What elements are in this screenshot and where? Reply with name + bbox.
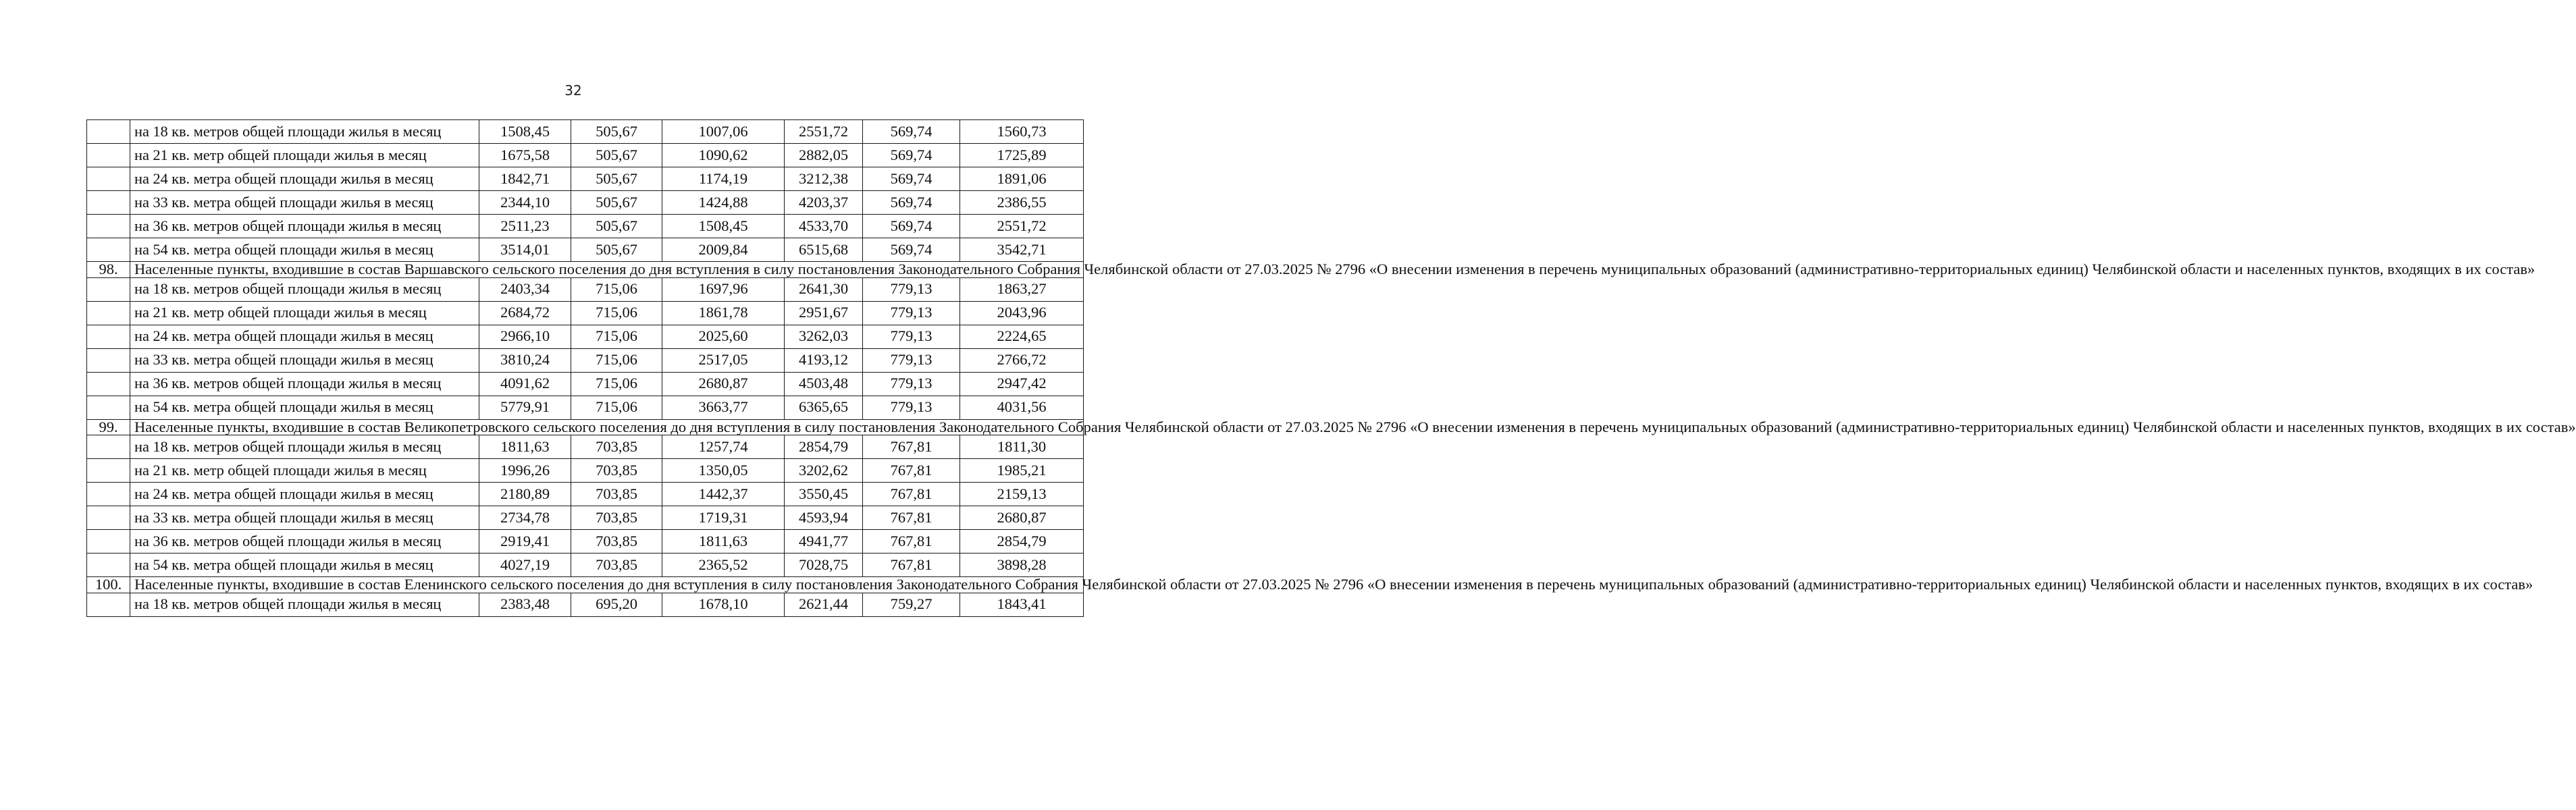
area-norm-label: на 33 кв. метра общей площади жилья в месяц (130, 191, 479, 215)
value-cell-2: 703,85 (571, 530, 662, 554)
value-cell-4: 2641,30 (785, 277, 863, 301)
row-number-cell (87, 506, 130, 530)
value-cell-6: 2680,87 (960, 506, 1084, 530)
value-cell-6: 2043,96 (960, 301, 1084, 325)
value-cell-6: 2159,13 (960, 483, 1084, 506)
value-cell-5: 759,27 (863, 593, 960, 616)
value-cell-6: 2386,55 (960, 191, 1084, 215)
value-cell-1: 2511,23 (479, 215, 571, 238)
value-cell-4: 2854,79 (785, 435, 863, 459)
value-cell-3: 1442,37 (662, 483, 785, 506)
table-row (87, 506, 1084, 530)
table-row (87, 593, 1084, 616)
value-cell-2: 703,85 (571, 435, 662, 459)
page-number: 32 (564, 82, 582, 99)
value-cell-3: 2009,84 (662, 238, 785, 262)
value-cell-3: 1257,74 (662, 435, 785, 459)
value-cell-1: 2919,41 (479, 530, 571, 554)
table-row (87, 301, 1084, 325)
value-cell-4: 4593,94 (785, 506, 863, 530)
value-cell-2: 703,85 (571, 483, 662, 506)
table-row (87, 277, 1084, 301)
value-cell-5: 779,13 (863, 277, 960, 301)
row-number-cell (87, 530, 130, 554)
area-norm-label: на 21 кв. метр общей площади жилья в месяц (130, 459, 479, 483)
section-title: Населенные пункты, входившие в состав Варшавского сельского поселения до дня вступления в силу постановления Законодательного Собрания Челябинской области от 27.03.2025 № 2796 «О внесении изменения в перечень муниципальных образований (административно-территориальных единиц) Челябинской области и населенных пунктов, входящих в их состав» (130, 262, 1084, 278)
value-cell-4: 2551,72 (785, 120, 863, 144)
value-cell-6: 1863,27 (960, 277, 1084, 301)
value-cell-5: 569,74 (863, 144, 960, 167)
value-cell-3: 2517,05 (662, 348, 785, 372)
value-cell-1: 4027,19 (479, 554, 571, 577)
value-cell-1: 1675,58 (479, 144, 571, 167)
value-cell-5: 767,81 (863, 435, 960, 459)
area-norm-label: на 21 кв. метр общей площади жилья в месяц (130, 144, 479, 167)
area-norm-label: на 36 кв. метров общей площади жилья в месяц (130, 530, 479, 554)
table-row (87, 120, 1084, 144)
area-norm-label: на 24 кв. метра общей площади жилья в месяц (130, 483, 479, 506)
tariff-table (86, 119, 2576, 617)
row-number-cell (87, 325, 130, 348)
table-row (87, 238, 1084, 262)
table-row (87, 191, 1084, 215)
value-cell-1: 1811,63 (479, 435, 571, 459)
section-header-row (87, 419, 1084, 435)
table-row (87, 483, 1084, 506)
value-cell-1: 2180,89 (479, 483, 571, 506)
section-number: 100. (87, 577, 130, 593)
value-cell-2: 715,06 (571, 301, 662, 325)
value-cell-6: 1985,21 (960, 459, 1084, 483)
value-cell-1: 3810,24 (479, 348, 571, 372)
value-cell-2: 715,06 (571, 325, 662, 348)
value-cell-6: 3898,28 (960, 554, 1084, 577)
table-row (87, 144, 1084, 167)
table-row (87, 372, 1084, 396)
section-number: 98. (87, 262, 130, 278)
value-cell-6: 1811,30 (960, 435, 1084, 459)
value-cell-3: 1811,63 (662, 530, 785, 554)
value-cell-2: 695,20 (571, 593, 662, 616)
section-number: 99. (87, 419, 130, 435)
value-cell-2: 715,06 (571, 348, 662, 372)
value-cell-4: 2882,05 (785, 144, 863, 167)
value-cell-5: 569,74 (863, 238, 960, 262)
value-cell-3: 1719,31 (662, 506, 785, 530)
value-cell-5: 569,74 (863, 191, 960, 215)
area-norm-label: на 18 кв. метров общей площади жилья в месяц (130, 277, 479, 301)
table-row (87, 167, 1084, 191)
value-cell-4: 3262,03 (785, 325, 863, 348)
value-cell-6: 4031,56 (960, 396, 1084, 419)
row-number-cell (87, 301, 130, 325)
value-cell-3: 1174,19 (662, 167, 785, 191)
value-cell-1: 2966,10 (479, 325, 571, 348)
row-number-cell (87, 348, 130, 372)
value-cell-4: 6365,65 (785, 396, 863, 419)
value-cell-6: 2947,42 (960, 372, 1084, 396)
value-cell-4: 2621,44 (785, 593, 863, 616)
value-cell-1: 2734,78 (479, 506, 571, 530)
row-number-cell (87, 191, 130, 215)
value-cell-5: 569,74 (863, 167, 960, 191)
value-cell-3: 1508,45 (662, 215, 785, 238)
area-norm-label: на 18 кв. метров общей площади жилья в месяц (130, 435, 479, 459)
value-cell-5: 569,74 (863, 120, 960, 144)
table-row (87, 530, 1084, 554)
value-cell-4: 3550,45 (785, 483, 863, 506)
row-number-cell (87, 277, 130, 301)
value-cell-2: 715,06 (571, 396, 662, 419)
value-cell-3: 1007,06 (662, 120, 785, 144)
value-cell-1: 3514,01 (479, 238, 571, 262)
value-cell-4: 3212,38 (785, 167, 863, 191)
value-cell-1: 1842,71 (479, 167, 571, 191)
value-cell-3: 3663,77 (662, 396, 785, 419)
area-norm-label: на 33 кв. метра общей площади жилья в месяц (130, 348, 479, 372)
value-cell-4: 4941,77 (785, 530, 863, 554)
value-cell-5: 779,13 (863, 372, 960, 396)
table-row (87, 325, 1084, 348)
row-number-cell (87, 215, 130, 238)
value-cell-3: 1861,78 (662, 301, 785, 325)
area-norm-label: на 36 кв. метров общей площади жилья в месяц (130, 372, 479, 396)
value-cell-6: 1560,73 (960, 120, 1084, 144)
value-cell-6: 1725,89 (960, 144, 1084, 167)
value-cell-1: 4091,62 (479, 372, 571, 396)
value-cell-4: 4203,37 (785, 191, 863, 215)
tariff-table-body (87, 120, 2576, 617)
area-norm-label: на 54 кв. метра общей площади жилья в месяц (130, 238, 479, 262)
value-cell-3: 1424,88 (662, 191, 785, 215)
row-number-cell (87, 483, 130, 506)
value-cell-5: 779,13 (863, 301, 960, 325)
value-cell-3: 1350,05 (662, 459, 785, 483)
value-cell-6: 2224,65 (960, 325, 1084, 348)
value-cell-2: 703,85 (571, 554, 662, 577)
area-norm-label: на 18 кв. метров общей площади жилья в месяц (130, 593, 479, 616)
table-row (87, 215, 1084, 238)
value-cell-2: 505,67 (571, 144, 662, 167)
value-cell-1: 1508,45 (479, 120, 571, 144)
value-cell-2: 703,85 (571, 506, 662, 530)
area-norm-label: на 24 кв. метра общей площади жилья в месяц (130, 167, 479, 191)
row-number-cell (87, 459, 130, 483)
table-row (87, 554, 1084, 577)
value-cell-6: 3542,71 (960, 238, 1084, 262)
row-number-cell (87, 593, 130, 616)
value-cell-5: 569,74 (863, 215, 960, 238)
row-number-cell (87, 372, 130, 396)
value-cell-4: 6515,68 (785, 238, 863, 262)
value-cell-6: 1891,06 (960, 167, 1084, 191)
row-number-cell (87, 396, 130, 419)
row-number-cell (87, 120, 130, 144)
value-cell-6: 2766,72 (960, 348, 1084, 372)
value-cell-5: 767,81 (863, 483, 960, 506)
value-cell-6: 1843,41 (960, 593, 1084, 616)
value-cell-3: 1697,96 (662, 277, 785, 301)
value-cell-1: 2684,72 (479, 301, 571, 325)
value-cell-4: 3202,62 (785, 459, 863, 483)
value-cell-4: 7028,75 (785, 554, 863, 577)
table-row (87, 348, 1084, 372)
value-cell-2: 505,67 (571, 238, 662, 262)
value-cell-2: 505,67 (571, 167, 662, 191)
row-number-cell (87, 238, 130, 262)
row-number-cell (87, 435, 130, 459)
value-cell-1: 5779,91 (479, 396, 571, 419)
value-cell-5: 779,13 (863, 325, 960, 348)
area-norm-label: на 18 кв. метров общей площади жилья в месяц (130, 120, 479, 144)
value-cell-4: 2951,67 (785, 301, 863, 325)
section-title: Населенные пункты, входившие в состав Великопетровского сельского поселения до дня вступления в силу постановления Законодательного Собрания Челябинской области от 27.03.2025 № 2796 «О внесении изменения в перечень муниципальных образований (административно-территориальных единиц) Челябинской области и населенных пунктов, входящих в их состав» (130, 419, 1084, 435)
value-cell-2: 703,85 (571, 459, 662, 483)
value-cell-2: 715,06 (571, 372, 662, 396)
row-number-cell (87, 167, 130, 191)
value-cell-5: 779,13 (863, 348, 960, 372)
table-row (87, 435, 1084, 459)
value-cell-4: 4533,70 (785, 215, 863, 238)
row-number-cell (87, 554, 130, 577)
table-row (87, 459, 1084, 483)
value-cell-1: 2403,34 (479, 277, 571, 301)
area-norm-label: на 33 кв. метра общей площади жилья в месяц (130, 506, 479, 530)
table-row (87, 396, 1084, 419)
value-cell-5: 767,81 (863, 459, 960, 483)
value-cell-2: 505,67 (571, 191, 662, 215)
value-cell-2: 505,67 (571, 215, 662, 238)
value-cell-2: 715,06 (571, 277, 662, 301)
value-cell-6: 2551,72 (960, 215, 1084, 238)
value-cell-5: 779,13 (863, 396, 960, 419)
value-cell-3: 2025,60 (662, 325, 785, 348)
section-title: Населенные пункты, входившие в состав Еленинского сельского поселения до дня вступления в силу постановления Законодательного Собрания Челябинской области от 27.03.2025 № 2796 «О внесении изменения в перечень муниципальных образований (административно-территориальных единиц) Челябинской области и населенных пунктов, входящих в их состав» (130, 577, 1084, 593)
value-cell-3: 1678,10 (662, 593, 785, 616)
value-cell-5: 767,81 (863, 506, 960, 530)
section-header-row (87, 262, 1084, 278)
area-norm-label: на 54 кв. метра общей площади жилья в месяц (130, 396, 479, 419)
value-cell-5: 767,81 (863, 554, 960, 577)
value-cell-3: 2680,87 (662, 372, 785, 396)
area-norm-label: на 21 кв. метр общей площади жилья в месяц (130, 301, 479, 325)
value-cell-6: 2854,79 (960, 530, 1084, 554)
value-cell-3: 1090,62 (662, 144, 785, 167)
area-norm-label: на 54 кв. метра общей площади жилья в месяц (130, 554, 479, 577)
row-number-cell (87, 144, 130, 167)
area-norm-label: на 36 кв. метров общей площади жилья в месяц (130, 215, 479, 238)
value-cell-1: 2383,48 (479, 593, 571, 616)
value-cell-4: 4503,48 (785, 372, 863, 396)
value-cell-3: 2365,52 (662, 554, 785, 577)
value-cell-4: 4193,12 (785, 348, 863, 372)
value-cell-5: 767,81 (863, 530, 960, 554)
value-cell-1: 1996,26 (479, 459, 571, 483)
value-cell-1: 2344,10 (479, 191, 571, 215)
value-cell-2: 505,67 (571, 120, 662, 144)
section-header-row (87, 577, 1084, 593)
area-norm-label: на 24 кв. метра общей площади жилья в месяц (130, 325, 479, 348)
